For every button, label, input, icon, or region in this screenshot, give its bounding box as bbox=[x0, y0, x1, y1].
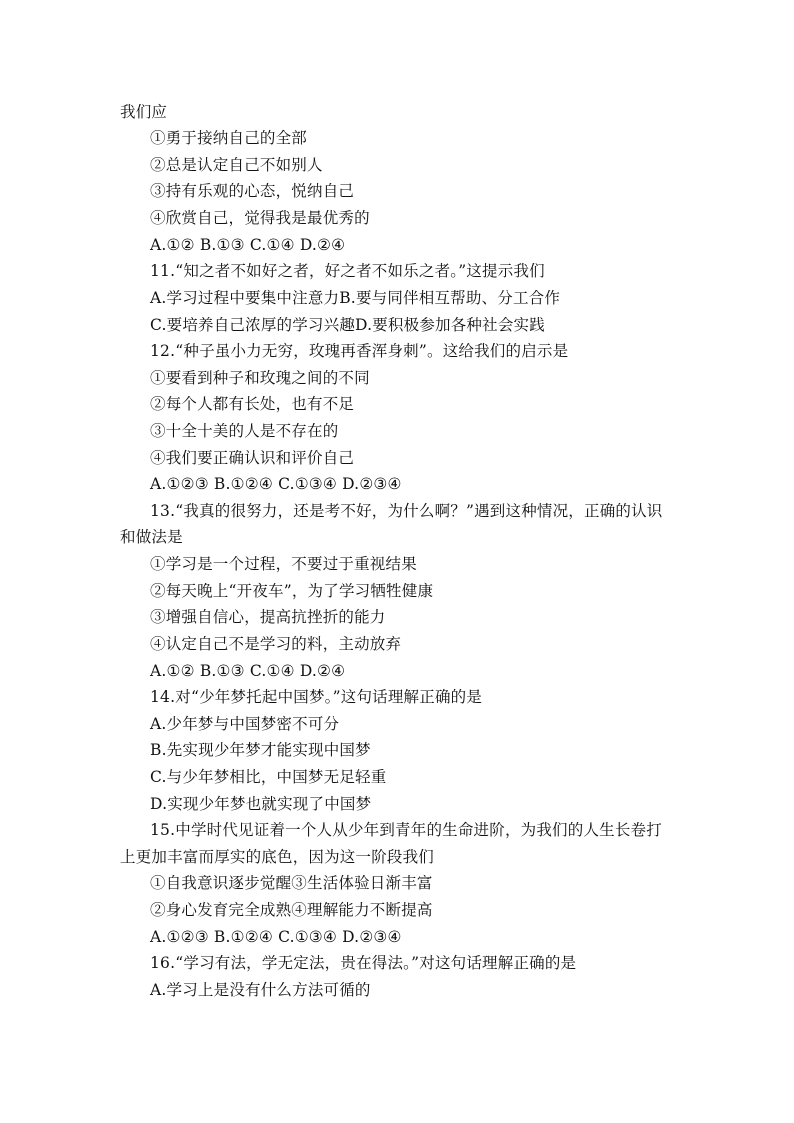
text-line: A.①②③ B.①②④ C.①③④ D.②③④ bbox=[150, 475, 402, 493]
text-line: 我们应 bbox=[120, 103, 168, 121]
text-line: ②每个人都有长处，也有不足 bbox=[150, 395, 355, 413]
text-line: A.少年梦与中国梦密不可分 bbox=[150, 715, 340, 733]
text-line: ①学习是一个过程，不要过于重视结果 bbox=[150, 555, 417, 573]
text-line: D.实现少年梦也就实现了中国梦 bbox=[150, 795, 372, 813]
text-line: ①要看到种子和玫瑰之间的不同 bbox=[150, 369, 370, 387]
question-12: 12.“种子虽小力无穷，玫瑰再香浑身刺”。这给我们的启示是 bbox=[150, 342, 569, 360]
text-line: 和做法是 bbox=[120, 528, 183, 546]
text-line: A.学习上是没有什么方法可循的 bbox=[150, 981, 371, 999]
text-line: C.与少年梦相比，中国梦无足轻重 bbox=[150, 768, 387, 786]
question-14: 14.对“少年梦托起中国梦。”这句话理解正确的是 bbox=[150, 688, 483, 706]
text-line: A.①② B.①③ C.①④ D.②④ bbox=[150, 662, 346, 680]
text-line: B.先实现少年梦才能实现中国梦 bbox=[150, 741, 371, 759]
question-15: 15.中学时代见证着一个人从少年到青年的生命进阶，为我们的人生长卷打 bbox=[150, 821, 662, 839]
text-line: ③持有乐观的心态，悦纳自己 bbox=[150, 182, 355, 200]
text-line: ②总是认定自己不如别人 bbox=[150, 156, 323, 174]
text-line: ①自我意识逐步觉醒③生活体验日渐丰富 bbox=[150, 874, 433, 892]
text-line: ①勇于接纳自己的全部 bbox=[150, 129, 308, 147]
question-11: 11.“知之者不如好之者，好之者不如乐之者。”这提示我们 bbox=[150, 262, 545, 280]
text-line: ③十全十美的人是不存在的 bbox=[150, 422, 339, 440]
text-line: ④认定自己不是学习的料，主动放弃 bbox=[150, 635, 402, 653]
text-line: ②每天晚上“开夜车”，为了学习牺牲健康 bbox=[150, 582, 434, 600]
text-line: 上更加丰富而厚实的底色，因为这一阶段我们 bbox=[120, 848, 435, 866]
text-line: ④欣赏自己，觉得我是最优秀的 bbox=[150, 209, 370, 227]
text-line: A.学习过程中要集中注意力B.要与同伴相互帮助、分工合作 bbox=[150, 289, 561, 307]
text-line: A.①② B.①③ C.①④ D.②④ bbox=[150, 236, 346, 254]
question-13: 13.“我真的很努力，还是考不好，为什么啊？”遇到这种情况，正确的认识 bbox=[150, 502, 663, 520]
text-line: ④我们要正确认识和评价自己 bbox=[150, 449, 355, 467]
question-16: 16.“学习有法，学无定法，贵在得法。”对这句话理解正确的是 bbox=[150, 954, 577, 972]
text-line: ②身心发育完全成熟④理解能力不断提高 bbox=[150, 901, 433, 919]
text-line: ③增强自信心，提高抗挫折的能力 bbox=[150, 608, 386, 626]
text-line: A.①②③ B.①②④ C.①③④ D.②③④ bbox=[150, 928, 402, 946]
text-line: C.要培养自己浓厚的学习兴趣D.要积极参加各种社会实践 bbox=[150, 316, 545, 334]
